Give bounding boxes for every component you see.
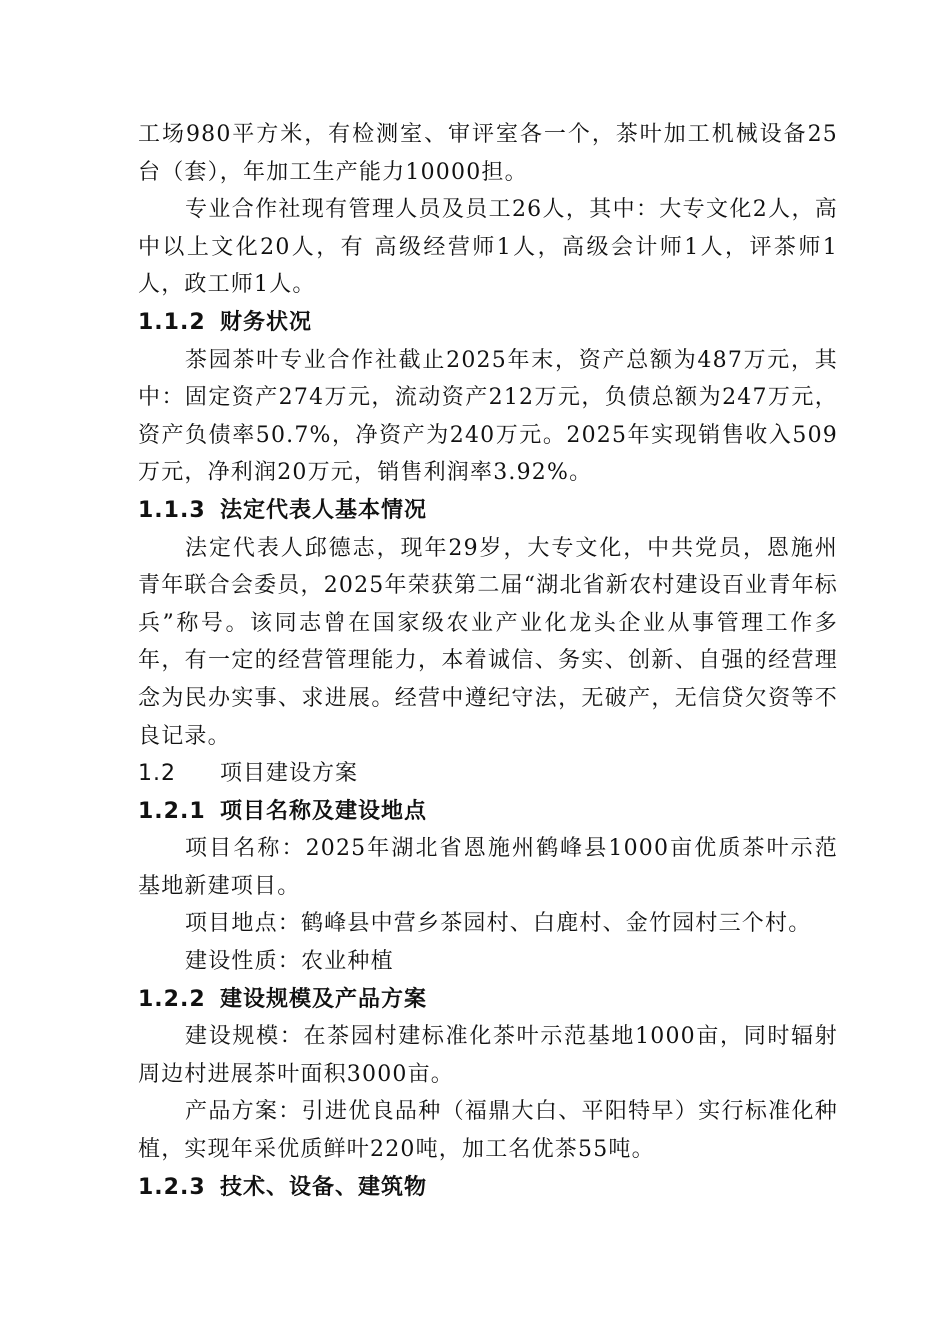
paragraph-representative: 法定代表人邱德志，现年29岁，大专文化，中共党员，恩施州青年联合会委员，2025年荣获第二届“湖北省新农村建设百业青年标兵”称号。该同志曾在国家级农业产业化龙头企业从事管理工作多年，有一定的经营管理能力，本着诚信、务实、创新、自强的经营理念为民办实事、求进展。经营中遵纪守法，无破产，无信贷欠资等不良记录。 xyxy=(138,535,838,749)
heading-legal-representative xyxy=(138,492,838,530)
paragraph-project-location: 项目地点：鹤峰县中营乡茶园村、白鹿村、金竹园村三个村。 xyxy=(185,911,812,937)
heading-number: 1.2 xyxy=(138,761,176,787)
heading-title: 建设规模及产品方案 xyxy=(220,986,428,1012)
heading-project-name-location xyxy=(138,793,838,831)
heading-title: 法定代表人基本情况 xyxy=(220,497,428,523)
heading-number: 1.2.3 xyxy=(138,1174,206,1200)
paragraph-project-name: 项目名称：2025年湖北省恩施州鹤峰县1000亩优质茶叶示范基地新建项目。 xyxy=(138,836,838,899)
heading-tech-equipment xyxy=(138,1169,838,1207)
paragraph-staff: 专业合作社现有管理人员及员工26人，其中：大专文化2人，高中以上文化20人，有 高级经营师1人，高级会计师1人，评茶师1人，政工师1人。 xyxy=(138,197,838,298)
paragraph-project-nature: 建设性质：农业种植 xyxy=(185,949,394,975)
heading-scale-products xyxy=(138,981,838,1019)
heading-number: 1.1.3 xyxy=(138,497,206,523)
heading-number: 1.2.2 xyxy=(138,986,206,1012)
heading-title: 项目建设方案 xyxy=(220,761,359,787)
heading-financial-status xyxy=(138,304,838,342)
paragraph-financials: 茶园茶叶专业合作社截止2025年末，资产总额为487万元，其中：固定资产274万元，流动资产212万元，负债总额为247万元，资产负债率50.7%，净资产为240万元。2025年实现销售收入509万元，净利润20万元，销售利润率3.92%。 xyxy=(138,347,838,486)
paragraph-facility: 工场980平方米，有检测室、审评室各一个，茶叶加工机械设备25台（套），年加工生产能力10000担。 xyxy=(138,122,838,185)
heading-number: 1.1.2 xyxy=(138,309,206,335)
heading-title: 技术、设备、建筑物 xyxy=(220,1174,428,1200)
heading-title: 财务状况 xyxy=(220,309,313,335)
heading-number: 1.2.1 xyxy=(138,798,206,824)
paragraph-construction-scale: 建设规模：在茶园村建标准化茶叶示范基地1000亩，同时辐射周边村进展茶叶面积3000亩。 xyxy=(138,1024,838,1087)
document-page xyxy=(138,116,838,1206)
heading-title: 项目名称及建设地点 xyxy=(220,798,428,824)
heading-project-plan xyxy=(138,755,838,793)
paragraph-product-plan: 产品方案：引进优良品种（福鼎大白、平阳特早）实行标准化种植，实现年采优质鲜叶220吨，加工名优茶55吨。 xyxy=(138,1099,838,1163)
